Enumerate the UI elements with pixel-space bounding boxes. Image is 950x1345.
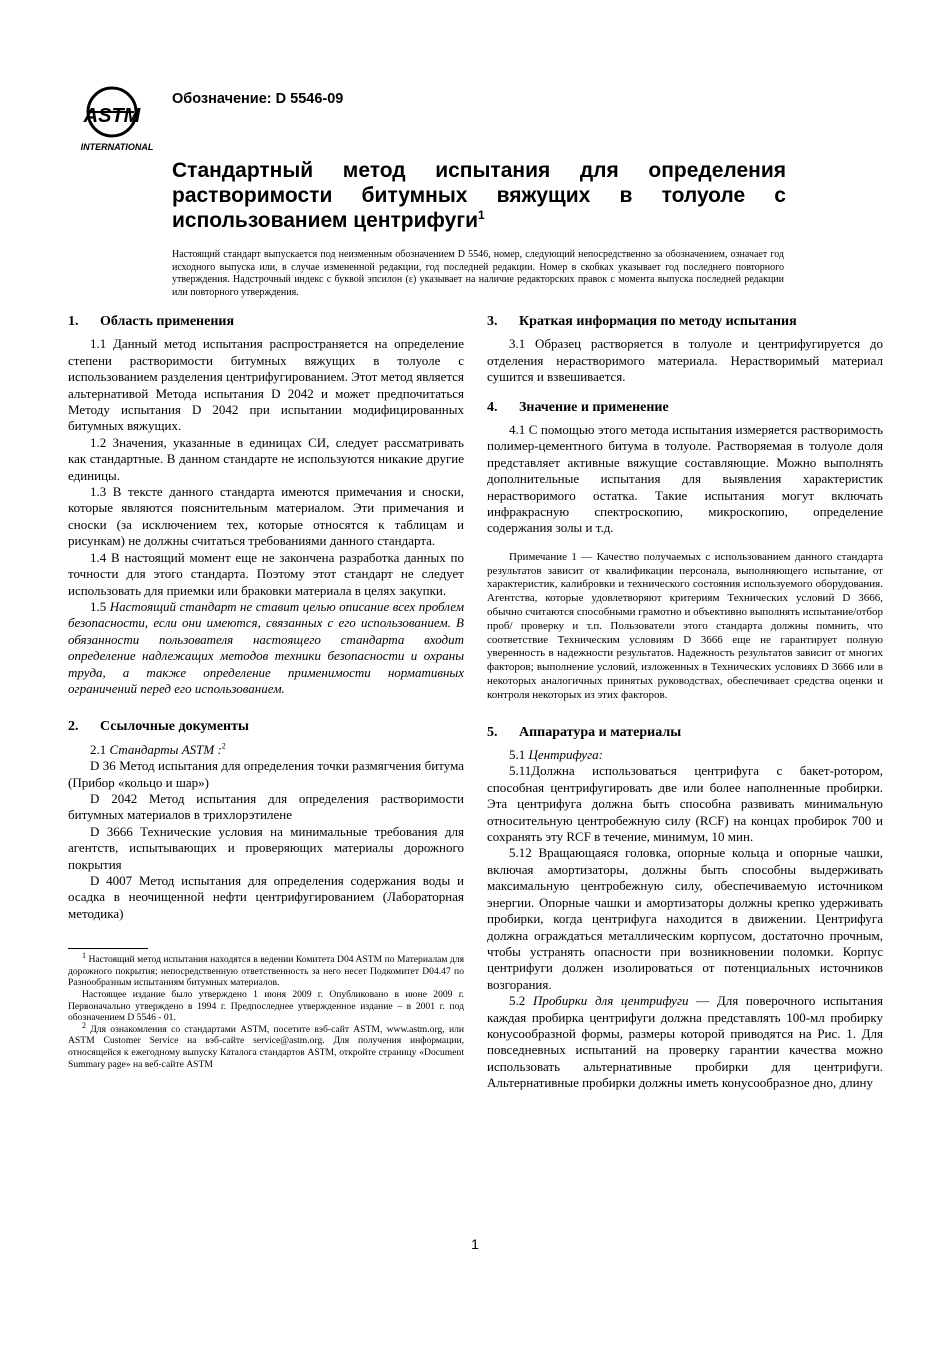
para-4-1: 4.1 С помощью этого метода испытания измеряется растворимость полимер-цементного битума в толуоле. Растворяемая в толуоле доля представляет активные вяжущие составляющие. Можно выполнять дополнительные испытания для выявления характеристик нерастворимого остатка. Такие испытания могут включать инфракрасную спектроскопию, микроскопию, определение содержания золы и т.д.: [487, 422, 883, 536]
para-5-1-2: 5.12 Вращающаяся головка, опорные кольца и опорные чашки, включая амортизаторы, должны быть способны выдерживать максимальную центробежную силу, обеспечиваемую источником энергии. Опорные чашки и амортизаторы должны крепко удерживать пробирки, когда центрифуга находится в движении. Центрифуга должна ограждаться металлическим корпусом, достаточно прочным, чтобы устранять опасности при возникновении поломки. Корпус центрифуги должен изолироваться от потенциальных источников возгорания.: [487, 845, 883, 992]
ref-d36: D 36 Метод испытания для определения точки размягчения битума (Прибор «кольцо и шар»): [68, 758, 464, 790]
ref-d3666: D 3666 Технические условия на минимальные требования для агентств, испытывающих и проверяющих материалы дорожного покрытия: [68, 823, 464, 872]
astm-logo-subtext: INTERNATIONAL: [80, 142, 154, 152]
page-number: 1: [471, 1236, 479, 1252]
section-1-heading: 1. Область применения: [68, 314, 235, 329]
designation: Обозначение: D 5546-09: [172, 91, 344, 107]
title-text: Стандартный метод испытания для определения растворимости битумных вяжущих в толуоле с использованием центрифуги: [172, 159, 786, 232]
section-5-heading: 5. Аппаратура и материалы: [487, 724, 682, 740]
footnote-2: $^2$ Для ознакомления со стандартами ASTM, посетите вэб-сайт ASTM, www.astm.org, или ASTM Customer Service на вэб-сайте service@astm.org. Для получения информации, относящейся к ежегодному выпуску Каталога стандартов ASTM, откройте страницу «Document Summary page» на веб-сайте ASTM: [68, 1020, 464, 1070]
para-1-3: 1.3 В тексте данного стандарта имеются примечания и сноски, которые являются пояснительным материалом. Эти примечания и сноски (за исключением тех, которые относятся к таблицам и рисункам) не должны считаться требованиями данного стандарта.: [68, 484, 464, 549]
footnote-rule: [68, 948, 148, 949]
para-1-4: 1.4 В настоящий момент еще не закончена разработка данных по точности для этого стандарта. Поэтому этот стандарт не следует использовать для приемки или браковки материала в целях закупки.: [68, 549, 464, 598]
para-2-1: 2.1 Стандарты ASTM :$^2$: [90, 741, 226, 757]
left-column: [68, 314, 464, 1070]
note-1: Примечание 1 — Качество получаемых с использованием данного стандарта результатов зависит от квалификации персонала, выполняющего испытание, от характеристик, калибровки и технического состояния используемого оборудования. Агентства, которые удовлетворяют критериям Технических условий D 3666, обычно считаются способными грамотно и объективно выполнять испытание/отбор проб/ проверку и т.п. Пользователи этого стандарта должны помнить, что соответствие Техническим условиям D 3666 еще не гарантирует полную уверенность в надежности результатов. Надежность результатов зависит от многих факторов; выполнение условий, изложенных в Технических условиях D 3666 или в некоторых аналогичных принятых руководствах, обеспечивает средства оценки и контроля некоторых из этих факторов.: [487, 550, 883, 701]
para-5-2: 5.2 Пробирки для центрифуги — Для поверочного испытания каждая пробирка центрифуги должна представлять 100-мл пробирку конусообразной формы, размеры которой приводятся на Рис. 1. Для повседневных испытаний на проверку гарантии качества можно использовать альтернативные пробирки для центрифуги. Альтернативные пробирки должны иметь конусообразное дно, длину: [487, 993, 884, 1091]
title-footnote-ref: 1: [477, 208, 485, 222]
footnote-1-edition: Настоящее издание было утверждено 1 июня 2009 г. Опубликовано в июне 2009 г. Первоначально утверждено в 1994 г. Предпоследнее утвержденное издание – в 2001 г. под обозначением D 5546 - 01.: [68, 989, 464, 1024]
right-column: [487, 314, 883, 1092]
ref-d4007: D 4007 Метод испытания для определения содержания воды и осадка в неочищенной нефти центрифугированием (Лабораторная методика): [68, 873, 464, 921]
astm-logo: [76, 82, 158, 154]
para-5-1-1: 5.11Должна использоваться центрифуга с бакет-ротором, способная центрифугировать две или более наполненные пробирки. Эта центрифуга должна быть способна развивать минимальную относительную центробежную силу (RCF) на концах пробирок 700 и сохранять эту RCF в течение, минимум, 10 мин.: [487, 763, 883, 845]
section-3-heading: 3. Краткая информация по методу испытания: [487, 314, 797, 329]
para-5-1: 5.1 Центрифуга:: [509, 747, 603, 763]
document-title: [172, 158, 786, 233]
para-3-1: 3.1 Образец растворяется в толуоле и центрифугируется до отделения нерастворимого материала. Нерастворимый материал сушится и взвешивается.: [487, 336, 883, 385]
astm-logo-text: ASTM: [83, 105, 141, 127]
para-1-5: 1.5 Настоящий стандарт не ставит целью описание всех проблем безопасности, если они имеются, связанных с его использованием. В обязанности пользователя настоящего стандарта входит определение надлежащих методов техники безопасности и охраны труда, а также определение применимости нормативных ограничений перед его использованием.: [68, 598, 464, 696]
intro-notice: Настоящий стандарт выпускается под неизменным обозначением D 5546, номер, следующий непосредственно за обозначением, означает год исходного выпуска или, в случае измененной редакции, год последней редакции. Номер в скобках указывает год последнего повторного утверждения. Надстрочный индекс с буквой эпсилон (ε) указывает на наличие редакторских правок с момента выпуска последней редакции или повторного утверждения.: [172, 249, 784, 298]
section-2-heading: 2. Ссылочные документы: [68, 719, 249, 735]
section-4-heading: 4. Значение и применение: [487, 399, 669, 415]
ref-d2042: D 2042 Метод испытания для определения растворимости битумных материалов в трихлорэтилене: [68, 790, 464, 823]
para-1-1: 1.1 Данный метод испытания распространяется на определение степени растворимости битумных вяжущих в толуоле с использованием разделения центрифугированием. Этот метод является альтернативой Метода испытания D 2042 и может предпочитаться Методу испытания D 2042 при испытании модифицированных битумных вяжущих.: [68, 336, 464, 434]
footnote-1: $^1$ Настоящий метод испытания находятся в ведении Комитета D04 ASTM по Материалам для дорожного покрытия; непосредственную ответственность за него несет Подкомитет D04.47 по Разнообразным испытаниям битумных материалов.: [68, 951, 464, 989]
para-1-2: 1.2 Значения, указанные в единицах СИ, следует рассматривать как стандартные. В данном стандарте не используются никакие другие единицы.: [68, 434, 464, 483]
